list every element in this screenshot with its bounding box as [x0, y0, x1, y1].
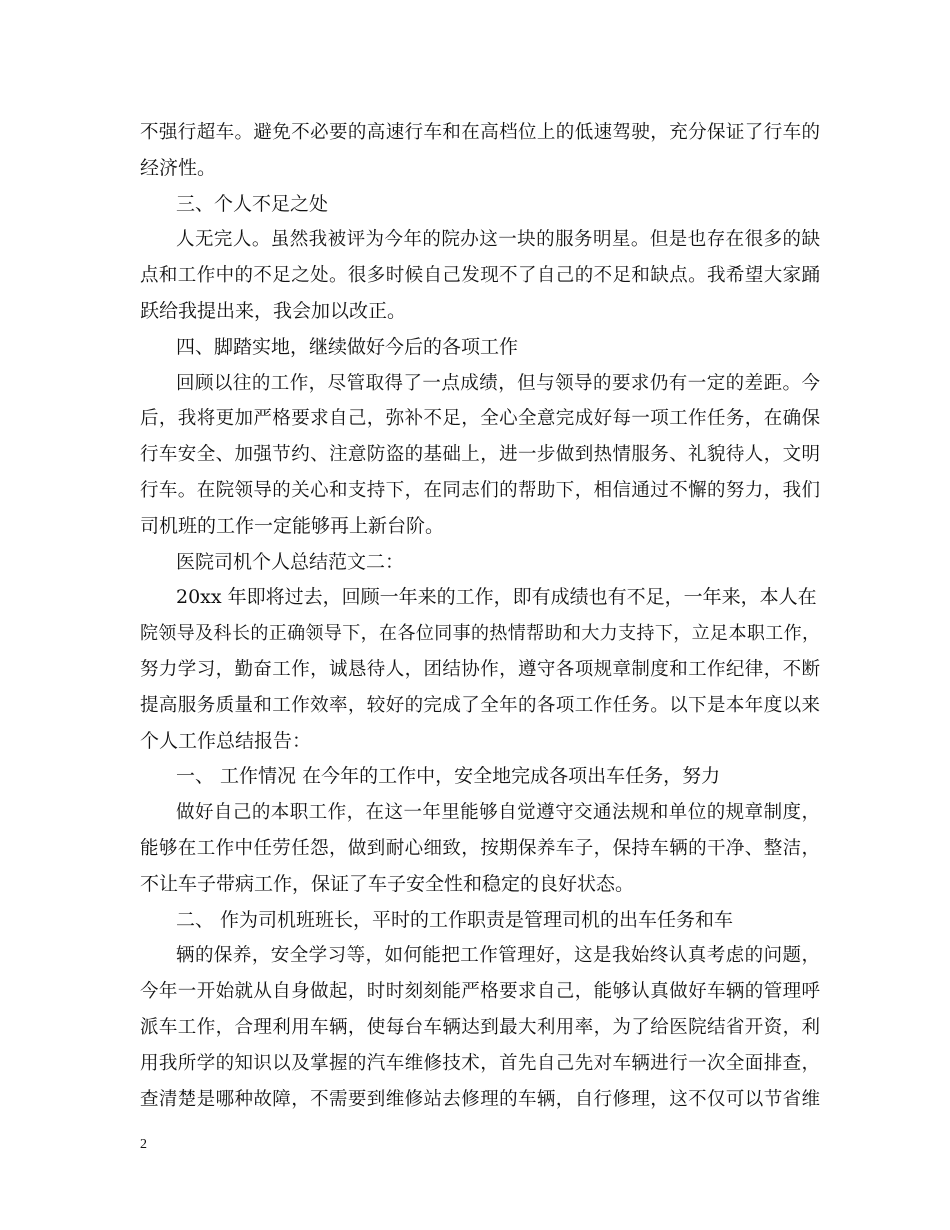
text-line: 努力学习，勤奋工作，诚恳待人，团结协作，遵守各项规章制度和工作纪律，不断 — [140, 658, 820, 680]
text-line: 四、脚踏实地，继续做好今后的各项工作 — [176, 335, 519, 358]
text-line: 院领导及科长的正确领导下，在各位同事的热情帮助和大力支持下，立足本职工作， — [140, 623, 820, 645]
text-line: 跃给我提出来，我会加以改正。 — [140, 299, 407, 322]
text-line: 点和工作中的不足之处。很多时候自己发现不了自己的不足和缺点。我希望大家踊 — [140, 265, 820, 287]
text-line: 人无完人。虽然我被评为今年的院办这一块的服务明星。但是也存在很多的缺 — [176, 229, 820, 251]
text-line: 三、个人不足之处 — [176, 192, 329, 215]
text-line: 一、 工作情况 在今年的工作中，安全地完成各项出车任务，努力 — [176, 765, 721, 788]
text-line: 用我所学的知识以及掌握的汽车维修技术，首先自己先对车辆进行一次全面排查， — [140, 1052, 820, 1074]
text-line: 经济性。 — [140, 156, 217, 179]
text-line: 行车安全、加强节约、注意防盗的基础上，进一步做到热情服务、礼貌待人，文明 — [140, 444, 820, 466]
text-line: 回顾以往的工作，尽管取得了一点成绩，但与领导的要求仍有一定的差距。今 — [176, 372, 820, 394]
document-body — [140, 115, 820, 1117]
text-line: 不强行超车。避免不必要的高速行车和在高档位上的低速驾驶，充分保证了行车的 — [140, 122, 820, 143]
text-line: 查清楚是哪种故障，不需要到维修站去修理的车辆，自行修理，这不仅可以节省维 — [140, 1088, 820, 1110]
text-line: 医院司机个人总结范文二： — [176, 550, 405, 573]
text-line: 提高服务质量和工作效率，较好的完成了全年的各项工作任务。以下是本年度以来 — [140, 694, 820, 716]
text-line: 辆的保养，安全学习等，如何能把工作管理好，这是我始终认真考虑的问题， — [176, 945, 820, 967]
text-line: 派车工作，合理利用车辆，使每台车辆达到最大利用率，为了给医院结省开资，利 — [140, 1016, 820, 1038]
text-line: 后，我将更加严格要求自己，弥补不足，全心全意完成好每一项工作任务，在确保 — [140, 408, 820, 430]
text-line: 司机班的工作一定能够再上新台阶。 — [140, 514, 445, 537]
text-line: 做好自己的本职工作，在这一年里能够自觉遵守交通法规和单位的规章制度， — [176, 802, 820, 824]
text-line: 能够在工作中任劳任怨，做到耐心细致，按期保养车子，保持车辆的干净、整洁， — [140, 837, 820, 859]
text-line: 不让车子带病工作，保证了车子安全性和稳定的良好状态。 — [140, 872, 635, 895]
text-line: 今年一开始就从自身做起，时时刻刻能严格要求自己，能够认真做好车辆的管理呼 — [140, 981, 820, 1003]
page-number: 2 — [140, 1137, 147, 1152]
text-line: 个人工作总结报告： — [140, 729, 312, 752]
text-line: 二、 作为司机班班长，平时的工作职责是管理司机的出车任务和车 — [176, 908, 734, 931]
text-line: 行车。在院领导的关心和支持下，在同志们的帮助下，相信通过不懈的努力，我们 — [140, 479, 820, 501]
text-line: 20xx 年即将过去，回顾一年来的工作，即有成绩也有不足，一年来，本人在 — [176, 586, 817, 609]
